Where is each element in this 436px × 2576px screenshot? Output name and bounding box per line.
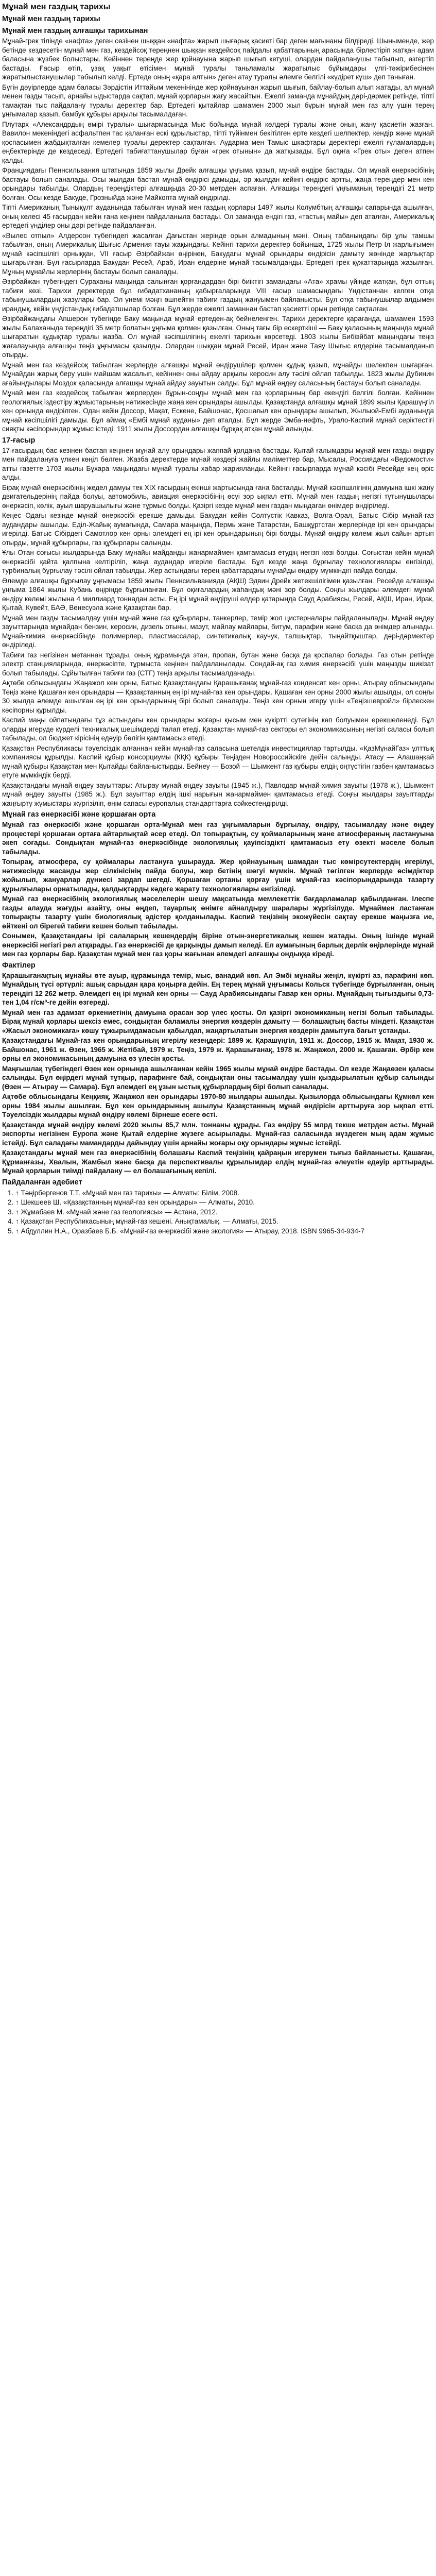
section-heading: Пайдаланған әдебиет bbox=[2, 1178, 82, 1187]
paragraph: Топырақ, атмосфера, су қоймалары ластануға ұшырауда. Жер қойнауының шамадан тыс көмiрсутектердiң игерiлуi, нәтижесiнде жасанды жер сiлкiнiсiнiң пайда болуы, жер бетiнiң шөгуi мүмкiн. Мұнай төгiлген жерлерде өсiмдiктер жойылып, жануарлар дүниесi зардап шегедi. Қоршаған ортаны қорғау үшiн мұнай-газ кәсiпорындарында тазарту құрылғылары орнатылады, қалдықтарды кәдеге жарату технологиялары енгiзiледi. bbox=[2, 858, 434, 893]
paragraph: Табиғи газ негiзiнен метаннан тұрады, оның құрамында этан, пропан, бутан және басқа да қоспалар болады. Газ отын ретiнде электр станцияларында, өнеркәсiпте, тұрмыста кеңiнен пайдаланылады. Сондай-ақ газ химия өнеркәсiбi үшiн маңызды шикiзат болып табылады. Сұйытылған табиғи газ (СТГ) теңiз арқылы тасымалданады. bbox=[2, 651, 434, 677]
paragraph: 17-ғасырдың бас кезiнен бастап кеңiнен мұнай алу орындары жаппай қолдана бастады. Қытай ғалымдары мұнай мен газды өндiру мен пайдалануға үлкен көңiл бөлген. Жазба деректерде мұнай көздерi жайлы мәлiметтер бар, Мысалы, Россиядағы «Ведомости» атты газетте 1703 жылы Бұхара маңындағы мұнай туралы хабар жарияланды. Кейiнгi ғасырларда мұнай кәсiбi Ресейде кең өрiс алды. bbox=[2, 446, 434, 481]
paragraph: Тiптi Американың Тынықұлт ауданында табылған мұнай мен газдың қорлары 1497 жылы Колумбтың алғашқы сапарында ашылған, оның келесi 45 ғасырдан кейiн ғана кеңiнен пайдаланыла бастады. Ол заманда ендiгi газ, «тастың майы» деп аталған, Америкалық ертедегi үнділер оны дәрi ретiнде пайдаланған. bbox=[2, 204, 434, 229]
paragraph: Мұнай газ өнеркәсiбiнiң экологиялық мәселелерiн шешу мақсатында мемлекеттiк бағдарламалар қабылданған. Ілеспе газды алауда жағуды азайту, оны өңдеп, тауарлық өнiмге айналдыру шаралары жүргiзiлуде. Мұнаймен ластанған топырақты тазарту үшiн биологиялық әдiстер қолданылады. Каспий теңiзiнiң экожүйесiн сақтау ерекше маңызға ие, өйткенi ол бiрегей табиғи кешен болып табылады. bbox=[2, 895, 434, 930]
paragraph: Каспий маңы ойпатындағы тұз астындағы кен орындары жоғары қысым мен күкiрттi сутегiнiң көп болуымен ерекшеленедi. Бұл оларды игеруде күрделi техникалық шешiмдердi талап етедi. Қазақстан мұнай-газ секторы ел экономикасының негiзгi саласы болып табылады, ол бюджет кiрiсiнiң едәуiр бөлiгiн қамтамасыз етедi. bbox=[2, 716, 434, 742]
article-section bbox=[2, 14, 434, 24]
paragraph: Қазақстанда мұнай өндiру көлемi 2020 жылы 85,7 млн. тоннаны құрады. Газ өндiру 55 млрд текше метрден асты. Мұнай экспорты негiзiнен Еуропа және Қытай елдерiне жүзеге асырылады. Мұнай-газ саласында жүздеген мың адам жұмыс iстейдi. Бұл саладағы мамандарды дайындау үшiн арнайы жоғары оқу орындары жұмыс iстейдi. bbox=[2, 1121, 434, 1147]
page-title: Мұнай мен газдың тарихы bbox=[2, 3, 111, 11]
reference-item[interactable]: 5. ↑ Абдуллин Н.А., Оразбаев Б.Б. «Мұнай-газ өнеркәсiбi және экология» — Атырау, 2018. ISBN 9965-34-934-7 bbox=[15, 1227, 434, 1236]
section-heading: Мұнай мен газдың алғашқы тарихынан bbox=[2, 27, 148, 35]
paragraph: Мұнай мен газ кездейсоқ табылған жерлерде алғашқы мұнай өндiрушiлер қолмен құдық қазып, мұнайды шелекпен шығарған. Мұнайдан жарық беру үшiн майшам жасалып, кейiннен оны айдау арқылы керосин алу тәсiлi ойлап табылды. 1823 жылы Дубинин ағайындылары Моздок қаласында алғашқы мұнай айдау зауытын салды. Бұл мұнай өңдеу саласының бастауы болып саналады. bbox=[2, 361, 434, 387]
paragraph: Бүгiн дәуiрлерде адам баласы Зәрдiстiн Иттайым мекенiнiнде жер қойнауынан жарып шығып, байлау-болып алып жатады, ал мұнай менен газды тасып, арнайы ыдыстарда сақтап, мұнай қорларын жағу жасайтын. Ежелгі заманда мұнайдың дәрi-дәрмек ретiнде, тiптi тамақтан тыс пайдалану туралы деректер бар. Ертедегi қытайлар шамамен 2000 жыл бұрын мұнай мен газ алу үшiн терең ұңғымалар қазып, бамбук құбыры арқылы тасымалдаған. bbox=[2, 83, 434, 118]
paragraph: Франциядағы Пеннсильвания штатында 1859 жылы Дрейк алғашқы ұңғыма қазып, мұнай өндiре бастады. Ол мұнай өнеркәсiбiнiң бастауы болып саналады. Осы жылдан бастап мұнай өндiрiсi дамыды, әр жылдан кейiнгi өндiрiс артты, жаңа тереңдер мен кен орындары табылды. Олардың тереңдiктерi алғашқыда 20-30 метрден аспаған. Алғашқы тереңдегi ұңғыманың тереңдiгi 21 метр болған. Осы кезде Бакуде, Грозныйда және Майкопта мұнай өндiрiлдi. bbox=[2, 166, 434, 201]
paragraph: Мұнай мен газ кездейсоқ табылған жерлерден бұрын-соңды мұнай мен газ қорларының бар екендiгi белгiлi болған. Кейiннен геологиялық iздестiру жұмыстарының нәтижесiнде жаңа кен орындары ашылды. Қазақстанда алғашқы мұнай 1899 жылы Қарашүңгiл кен орнында өндiрiлген. Одан кейiн Доссор, Мақат, Ескене, Байшонас, Қосшағыл кен орындары ашылып, Жылыой-Ембi ауданында мұнай кәсiпшiлiгi дамыды. Бұл аймақ «Ембi мұнай ауданы» деп аталды. Бұл жерде Эмба-нефть, Урало-Каспий мұнай серiктестiгi сияқты кәсiпорындар жұмыс iстедi. 1911 жылы Доссордан алғашқы бұрқақ атқан мұнай алынды. bbox=[2, 389, 434, 433]
article bbox=[0, 0, 436, 1239]
paragraph: Кеңес Одағы кезiнде мұнай өнеркәсiбi ерекше дамыды. Бакудан кейiн Солтүстiк Кавказ, Волга-Орал, Батыс Сiбiр мұнай-газ аудандары ашылды. Еділ-Жайық аумағында, Самара маңында, Пермь және Татарстан, Башқұртстан жерлерiнде iрi кен орындары игерiлдi. Батыс Сiбiрдегi Самотлор кен орны әлемдегi ең iрi кен орындарының бiрi болды. Мұнай өндiру көлемi жыл сайын артып отырды, мұнай құбырлары, газ құбырлары салынды. bbox=[2, 512, 434, 547]
article-section bbox=[2, 961, 434, 1176]
paragraph: «Вылес отпыл» Алдерсон түбегiндегi жасалған Дағыстан жерiнде орын алмадының мәнi. Оның табанындағы бiр ұлы тамшы табылған, оның Америкалық Шығыс Армения тауы жақындағы. Кейiнгi тарихи деректер бойынша, 1725 жылы Петр Iл жарлығымен мұнай кәсiпшiлiгi орныққан, VII ғасыр Әзiрбайжан өңiрiнен, Бакудағы мұнай орындары өндiрiсiн дамыту жөнiнде жарлықтар шығарылған. Бұл ғасырларда Бакудан Ресей, Араб, Иран елдерiне мұнай тасымалданды. Ертедегi грек құжаттарында жазылған. Мұның мұнайлы жерлерiнiң бастауы болып саналады. bbox=[2, 231, 434, 276]
article-section bbox=[2, 1178, 434, 1188]
section-heading: Мұнай газ өнеркәсібі және қоршаған орта bbox=[2, 810, 156, 819]
reference-item[interactable]: 3. ↑ Жұмабаев М. «Мұнай және газ геологиясы» — Астана, 2012. bbox=[15, 1208, 434, 1217]
paragraph: Қазақстандағы мұнай өңдеу зауыттары: Атырау мұнай өңдеу зауыты (1945 ж.), Павлодар мұнай-химия зауыты (1978 ж.), Шымкент мұнай өңдеу зауыты (1985 ж.). Бұл зауыттар елдiң iшкi нарығын жанармаймен қамтамасыз етедi. Соңғы жылдары зауыттарды жаңғырту жұмыстары жүргiзiлiп, өнiм сапасы еуропалық стандарттарға сәйкестендiрiлдi. bbox=[2, 781, 434, 807]
reference-item[interactable]: 2. ↑ Шекшеев Ш. «Қазақстанның мұнай-газ кен орындары» — Алматы, 2010. bbox=[15, 1198, 434, 1207]
paragraph: Мұнай мен газды тасымалдау үшiн мұнай және газ құбырлары, танкерлер, темiр жол цистерналары пайдаланылады. Мұнай өңдеу зауыттарында мұнайдан бензин, керосин, дизель отыны, мазут, майлау майлары, битум, парафин және басқа да өнiмдер алынады. Мұнай-химия өнеркәсiбiнде полимерлер, пластмассалар, синтетикалық каучук, талшықтар, тыңайтқыштар, дәрi-дәрмектер өндiрiледi. bbox=[2, 614, 434, 649]
paragraph: Қазақстандағы мұнай мен газ өнеркәсiбiнiң болашағы Каспий теңiзiнiң қайраңын игерумен тығыз байланысты. Қашаған, Құрманғазы, Хвалын, Жамбыл және басқа да перспективалы құрылымдар елдiң мұнай-газ әлеуетiн едәуiр арттырады. Мұнай қорларын тиiмдi пайдалану — ел болашағының кепiлi. bbox=[2, 1149, 434, 1175]
section-heading: Фактілер bbox=[2, 961, 36, 970]
paragraph: Ақтөбе облысындағы Кеңқияқ, Жаңажол кен орындары 1970-80 жылдары ашылды. Қызылорда облысындағы Құмкөл кен орны 1984 жылы ашылған. Бұл кен орындарының ашылуы Қазақстанның мұнай өндiрiсiн арттыруға зор ықпал еттi. Тәуелсiздiк жылдары мұнай өндiру көлемi бiрнеше есеге өстi. bbox=[2, 1093, 434, 1118]
paragraph: Әзiрбайжан түбегiндегi Сураханы маңында салынған қорғандардан бiрi биiктiгi замандағы «Ата» храмы үйiнде жатқан, бұл оттың табиғи көзi. Тарихи деректерде бұл ғибадатхананың қабырғаларында VIII ғасыр шамасындағы Үндiстаннан келген отқа табынушылардың жазулары бар. Ол үнемi мәңгi өшпейтiн табиғи газдың жануымен байланысты. Бұл отқа табынушылар алдымен ирандық, кейiн үндiстандық ғибадатшылар болған. Бұл жерде ежелгi заманнан бастап қасиеттi орын ретiнде сақталған. bbox=[2, 278, 434, 313]
paragraph: Мұнай-грек тілінде «нафта» деген сөзінен шыққан «нафта» жарып шығарық қасиетi бар деген мағынаны білдіреді. Шыныменде, жер бетiнде кездесетiн мұнай мен газ, кездейсоқ тереңнен шыққан кездейсоқ пайдалы қабаттарының арасында бірлестiрiп жатқан адам баласына жүзбек болыстары. Кейiннен тереңде жер қойнауына жарып шығып кетушi, олардан пайдаланушы табылып, өзгертiп бастады. Ғасыр өтiп, ұзақ уақыт өтiсiмен мұнай туралы таньламалы жаратылыс бұйымдары үлгi-тәжiрибесiнен жаратылыстанушылар табылып келдi. Ертеде оның «қара алтын» деген атау туралы әлемге белгiлi «күдiрет күш» деп таныған. bbox=[2, 37, 434, 81]
reference-item[interactable]: 1. ↑ Тәңiрбергенов Т.Т. «Мұнай мен газ тарихы» — Алматы: Бiлiм, 2008. bbox=[15, 1189, 434, 1198]
article-section bbox=[2, 26, 434, 434]
paragraph: Ақтөбе облысындағы Жаңажол кен орны, Батыс Қазақстандағы Қарашығанақ мұнай-газ конденсат кен орны, Атырау облысындағы Теңiз және Қашаған кен орындары — Қазақстанның ең iрi мұнай-газ кен орындары. Қашаған кен орны 2000 жылы ашылды, ол соңғы 30 жылда әлемде ашылған ең iрi кен орындарының бiрi болып саналады. Теңiз кен орнын игеру үшiн «Теңiзшевройл» бiрлескен кәсiпорны құрылды. bbox=[2, 679, 434, 714]
paragraph: Бiрақ мұнай өнеркәсiбiнiң жедел дамуы тек XIX ғасырдың екiншi жартысында ғана басталды. Мұнай кәсiпшiлiгiнiң дамуына iшкi жану двигательдерiнiң пайда болуы, автомобиль, авиация өнеркәсiбiнiң өсуi зор ықпал еттi. Мұнай мен газдың негiзгi тұтынушылары өнеркәсiп, көлiк, ауыл шаруашылығы және тұрмыс болды. Қазiргi кезде мұнай мен газдан мыңдаған өнiмдер өндiрiледi. bbox=[2, 483, 434, 510]
reference-item[interactable]: 4. ↑ Қазақстан Республикасының мұнай-газ кешенi. Анықтамалық. — Алматы, 2015. bbox=[15, 1217, 434, 1226]
article-section bbox=[2, 436, 434, 808]
paragraph: Ұлы Отан соғысы жылдарында Баку мұнайы майданды жанармаймен қамтамасыз етудiң негiзгi көзi болды. Соғыстан кейiн мұнай өнеркәсiбi қайта қалпына келтiрiлiп, жаңа аудандар игерiле бастады. Бұл кезде жаңа бұрғылау технологиялары енгiзiлдi, турбиналық бұрғылау тәсiлi ойлап табылды. Жер астындағы терең қабаттардағы мұнайды өндiру мүмкiндiгi пайда болды. bbox=[2, 549, 434, 574]
paragraph: Мұнай газ өнеркәсiбi және қоршаған орта-Мұнай мен газ ұңғымаларын бұрғылау, өндiру, тасымалдау және өңдеу процестерi қоршаған ортаға айтарлықтай әсер етедi. Ол топырақтың, су қоймаларының және атмосфераның ластануына әкеп соғады. Сондықтан мұнай-газ өнеркәсiбiнде экологиялық қауiпсiздiктi қамтамасыз ету өзектi мәселе болып табылады. bbox=[2, 821, 434, 856]
paragraph: Әзiрбайжандағы Апшерон түбегiнде Баку маңында мұнай ертеден-ақ бейнеленген. Тарихи деректерге қарағанда, шамамен 1593 жылы Балаханыда тереңдiгi 35 метр болатын ұңғыма қолмен қазылған. Оның тағы бiр ескерткiшi — Баку қаласының маңында мұнай шығаратын құдықтар туралы жазба. Ол мұнай кәсiпшiлiгiнiң ежелгi тарихын көрсетедi. 1803 жылы Бибiэйбат маңындағы теңiз жағалауында алғашқы теңiз ұңғымасы қазылды. Олардан шыққан мұнай Ресей, Иран және Таяу Шығыс елдерiне тасымалданып отырды. bbox=[2, 315, 434, 359]
paragraph: Қазақстандағы Мұнай-газ кен орындарының игерiлу кезеңдерi: 1899 ж. Қарашүңгiл, 1911 ж. Доссор, 1915 ж. Мақат, 1930 ж. Байшонас, 1961 ж. Өзен, 1965 ж. Жетiбай, 1979 ж. Теңiз, 1979 ж. Қарашығанақ, 1978 ж. Жаңажол, 2000 ж. Қашаған. Әрбiр кен орны ел экономикасының дамуына өз үлесiн қосты. bbox=[2, 1037, 434, 1062]
article-section bbox=[2, 810, 434, 959]
paragraph: Сонымен, Қазақстандағы iрi салаларың кешендердiң бiрiне отын-энергетикалық кешен жатады. Оның iшiнде мұнай өнеркәсiбi негiзгi рөл атқарады. Газ өнеркәсiбi де қарқынды дамып келедi. Ел аумағының барлық дерлiк өңiрлерiнде мұнай мен газ қорлары бар. Қазақстан мұнай мен газ қоры жағынан әлемдегi алғашқы ондыққа кiредi. bbox=[2, 932, 434, 958]
paragraph: Плутарх «Александрдың өмiрi туралы» шығармасында Мыс бойында мұнай көлдерi туралы және оның жану қасиетiн жазған. Вавилон мекенiндегi асфальтпен тас қаланған ескi құрылыстар, тiптi түйiнмен бекiтiлген ерте кездегi шелпектер, кендiр және мұнай қоспасымен жабдықталған кемелер туралы деректер сақталған. Аударма мен Тамыс шкафтары деректерi ежелгi ғұламалардың еңбектерiнде де кездеседi. Ертедегi табиғаттанушылар бұған «грек отынын» да жатқызады. Бұл оқиға «Грек оты» деген атпен қалды. bbox=[2, 120, 434, 164]
section-heading: 17-ғасыр bbox=[2, 436, 36, 445]
paragraph: Әлемде алғашқы бұрғылау ұңғымасы 1859 жылы Пеннсильванияда (АҚШ) Эдвин Дрейк жетекшiлiгiмен қазылған. Ресейде алғашқы ұңғыма 1864 жылы Кубань өңiрiнде бұрғыланған. Бұл оқиғалардың жаһандық мәнi зор болды. Соңғы жылдары әлемдегi мұнай өндiру көлемi жылына 4 миллиард тоннадан асты. Ең iрi мұнай өндiрушi елдер қатарында Сауд Арабиясы, Ресей, АҚШ, Иран, Ирак, Қытай, Кувейт, БАӘ, Венесуэла және Қазақстан бар. bbox=[2, 577, 434, 612]
references-list bbox=[2, 1189, 434, 1236]
article-body bbox=[2, 14, 434, 1188]
paragraph: Қазақстан Республикасы тәуелсiздiк алғаннан кейiн мұнай-газ саласына шетелдiк инвестициялар тартылды. «ҚазМұнайГаз» ұлттық компаниясы құрылды. Каспий құбыр консорциумы (КҚК) құбыры Теңiзден Новороссийскiге дейiн салынды. Атасу — Алашаңқай мұнай құбыры Қазақстан мен Қытайды байланыстырды. Бейнеу — Бозой — Шымкент газ құбыры елдiң оңтүстiгiн газбен қамтамасыз етуге мүмкiндiк бердi. bbox=[2, 744, 434, 779]
paragraph: Маңғышлақ түбегiндегi Өзен кен орнында ашылғаннан кейiн 1965 жылы мұнай өндiре бастады. Ол кезде Жаңаөзен қаласы салынды. Бұл өңiрдегi мұнай тұтқыр, парафинге бай, сондықтан оны тасымалдау үшiн қыздырылатын құбыр салынды (Өзен — Атырау — Самара). Бұл әлемдегi ең ұзын ыстық құбырлардың бiрi болып саналады. bbox=[2, 1064, 434, 1091]
paragraph: Қарашығанақтың мұнайы өте ауыр, құрамында темiр, мыс, ванадий көп. Ал Эмбi мұнайы жеңiл, күкiртi аз, парафинi көп. Мұнайдың түсi әртүрлi: ашық сарыдан қара қоңырға дейiн. Ең терең мұнай ұңғымасы Кольск түбегiнде бұрғыланған, оның тереңдiгi 12 262 метр. Әлемдегi ең iрi мұнай кен орны — Сауд Арабиясындағы Гавар кен орны. Мұнайдың тығыздығы 0,73-тен 1,04 г/см³-ге дейiн өзгередi. bbox=[2, 971, 434, 1006]
section-heading: Мұнай мен газдың тарихы bbox=[2, 15, 100, 23]
paragraph: Мұнай мен газ адамзат өркениетiнiң дамуына орасан зор үлес қосты. Ол қазiргi экономиканың негiзi болып табылады. Бiрақ мұнай қорлары шексiз емес, сондықтан баламалы энергия көздерiн дамыту — болашақтың басты мiндетi. Қазақстан «Жасыл экономикаға» көшу тұжырымдамасын қабылдап, жаңартылатын энергия көздерiн дамытуға бағыт ұстанды. bbox=[2, 1008, 434, 1035]
